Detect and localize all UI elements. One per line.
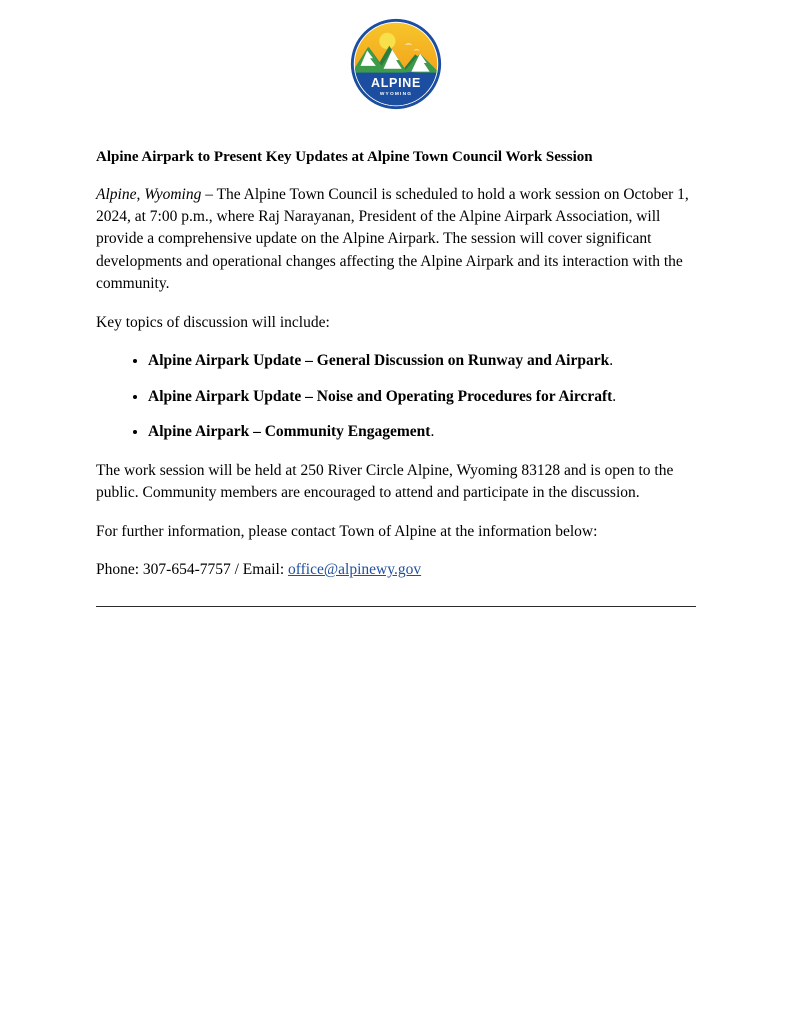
footer-divider: [96, 606, 696, 607]
logo-top-text: ALPINE: [370, 76, 422, 91]
document-content: [96, 112, 696, 582]
list-item: [148, 421, 696, 443]
topics-list: [96, 350, 696, 443]
topic-label: Alpine Airpark – Community Engagement: [148, 423, 431, 441]
contact-email-link[interactable]: office@alpinewy.gov: [288, 561, 422, 579]
list-item: [148, 386, 696, 408]
topic-period: .: [430, 423, 435, 441]
lead-paragraph-text: – The Alpine Town Council is scheduled to hold a work session on October 1, 2024, at 7:00 p.m., where Raj Narayanan, President of the Alpine Airpark Association, will provide a comprehensive update on the Alpine Airpark. The session will cover significant developments and operational changes affecting the Alpine Airpark and its interaction with the community.: [96, 185, 689, 293]
topic-label: Alpine Airpark Update – General Discussion on Runway and Airpark: [148, 352, 610, 370]
topic-period: .: [612, 387, 617, 405]
logo-bottom-text: WYOMING: [379, 92, 413, 98]
contact-line: [96, 559, 696, 581]
contact-intro: For further information, please contact Town of Alpine at the information below:: [96, 522, 598, 540]
list-item: [148, 350, 696, 372]
location-paragraph: The work session will be held at 250 River Circle Alpine, Wyoming 83128 and is open to the public. Community members are encouraged to attend and participate in the discussion.: [96, 461, 674, 502]
lead-paragraph: [96, 184, 696, 296]
logo-container: [0, 0, 792, 112]
alpine-wyoming-town-logo-icon: [348, 16, 444, 112]
page-title: Alpine Airpark to Present Key Updates at Alpine Town Council Work Session: [96, 149, 593, 165]
topic-period: .: [609, 352, 614, 370]
dateline: Alpine, Wyoming: [96, 185, 202, 203]
contact-phone-text: Phone: 307-654-7757 / Email:: [96, 561, 289, 579]
topic-label: Alpine Airpark Update – Noise and Operating Procedures for Aircraft: [148, 387, 613, 405]
topics-intro: Key topics of discussion will include:: [96, 313, 330, 331]
